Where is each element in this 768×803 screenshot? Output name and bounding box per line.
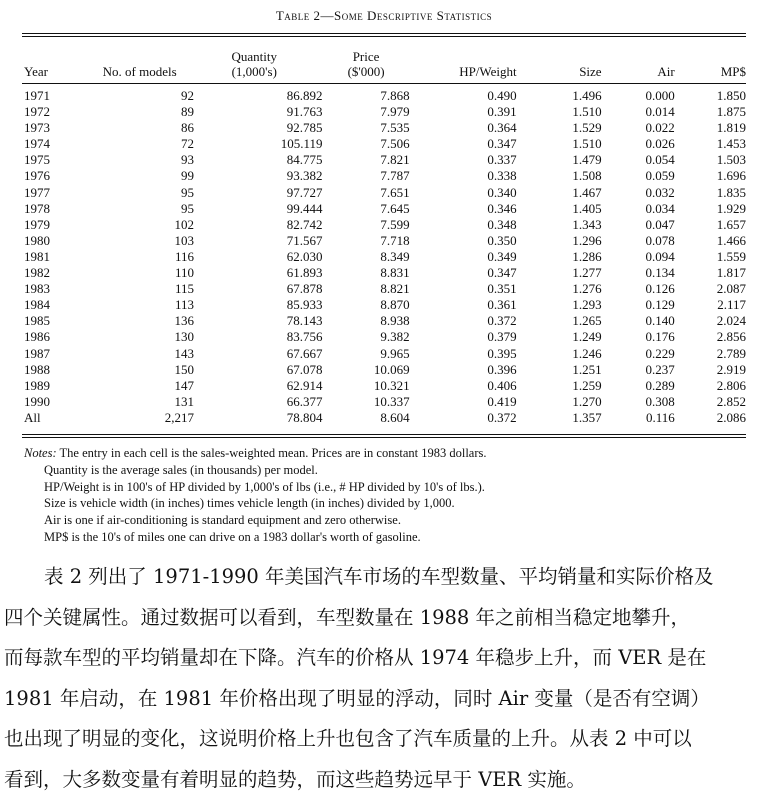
cell-air: 0.078 <box>645 232 675 248</box>
table-row <box>22 297 746 313</box>
cell-size: 1.276 <box>572 281 602 297</box>
cell-quantity: 78.804 <box>286 409 323 425</box>
cell-models: 110 <box>174 265 194 281</box>
cell-price: 7.506 <box>380 136 410 152</box>
cell-quantity: 86.892 <box>286 88 323 103</box>
cell-mpd: 1.817 <box>716 265 746 281</box>
bottom-rule-1 <box>22 434 746 435</box>
cell-mpd: 1.835 <box>716 184 746 200</box>
cell-price: 8.349 <box>380 248 410 264</box>
cell-air: 0.014 <box>645 104 675 120</box>
cell-price: 7.599 <box>380 216 410 232</box>
table-row <box>22 329 746 345</box>
cell-models: 89 <box>180 104 194 120</box>
table-title: Table 2—Some Descriptive Statistics <box>275 8 493 23</box>
cell-models: 131 <box>174 393 194 409</box>
cell-year: 1988 <box>24 361 50 377</box>
cell-size: 1.270 <box>572 393 602 409</box>
cell-quantity: 61.893 <box>286 265 323 281</box>
cell-price: 8.831 <box>380 265 410 281</box>
cell-air: 0.237 <box>645 361 675 377</box>
cell-year: 1975 <box>24 152 50 168</box>
cell-quantity: 67.878 <box>286 281 323 297</box>
cell-hp-weight: 0.379 <box>487 329 517 345</box>
cell-hp-weight: 0.396 <box>487 361 517 377</box>
cell-year: 1971 <box>24 88 50 103</box>
cell-models: 115 <box>174 281 194 297</box>
header-year: Year <box>24 64 48 79</box>
cell-hp-weight: 0.350 <box>487 232 517 248</box>
cell-models: 143 <box>174 345 194 361</box>
cell-price: 7.868 <box>380 88 410 103</box>
note-line <box>24 445 754 462</box>
note-line: Size is vehicle width (in inches) times vehicle length (in inches) divided by 1,000. <box>44 496 455 511</box>
cell-year: 1983 <box>24 281 50 297</box>
cell-air: 0.289 <box>645 377 675 393</box>
cell-quantity: 71.567 <box>286 232 323 248</box>
cell-models: 130 <box>174 329 194 345</box>
cell-air: 0.047 <box>645 216 675 232</box>
cell-models: 147 <box>174 377 194 393</box>
cell-year: 1990 <box>24 393 50 409</box>
cell-mpd: 1.466 <box>716 232 746 248</box>
cell-quantity: 93.382 <box>286 168 323 184</box>
cell-air: 0.140 <box>645 313 675 329</box>
cell-size: 1.277 <box>572 265 602 281</box>
table-row <box>22 394 746 410</box>
cell-models: 95 <box>180 184 194 200</box>
cell-quantity: 62.914 <box>286 377 323 393</box>
cell-quantity: 97.727 <box>286 184 323 200</box>
cell-hp-weight: 0.337 <box>487 152 517 168</box>
table-row <box>22 362 746 378</box>
cell-size: 1.405 <box>572 200 602 216</box>
cell-air: 0.022 <box>645 120 675 136</box>
header-hp-weight: HP/Weight <box>459 64 517 79</box>
cell-air: 0.026 <box>645 136 675 152</box>
table-row <box>22 249 746 265</box>
cell-size: 1.286 <box>572 248 602 264</box>
cell-air: 0.308 <box>645 393 675 409</box>
cell-hp-weight: 0.372 <box>487 313 517 329</box>
cell-price: 8.821 <box>380 281 410 297</box>
cell-quantity: 82.742 <box>286 216 323 232</box>
paragraph-line: 四个关键属性。通过数据可以看到，车型数量在 1988 年之前相当稳定地攀升， <box>4 605 691 629</box>
note-text: The entry in each cell is the sales-weighted mean. Prices are in constant 1983 dollars. <box>59 446 487 460</box>
cell-mpd: 1.850 <box>716 88 746 103</box>
cell-hp-weight: 0.346 <box>487 200 517 216</box>
header-quantity-bottom: (1,000's) <box>231 64 277 79</box>
cell-mpd: 1.559 <box>716 248 746 264</box>
cell-models: 99 <box>180 168 194 184</box>
table-row <box>22 185 746 201</box>
cell-mpd: 1.453 <box>716 136 746 152</box>
cell-air: 0.229 <box>645 345 675 361</box>
cell-hp-weight: 0.419 <box>487 393 517 409</box>
cell-price: 7.651 <box>380 184 410 200</box>
cell-models: 116 <box>174 248 194 264</box>
cell-quantity: 91.763 <box>286 104 323 120</box>
cell-models: 95 <box>180 200 194 216</box>
cell-price: 10.321 <box>373 377 410 393</box>
cell-quantity: 78.143 <box>286 313 323 329</box>
header-price-bottom: ($'000) <box>347 64 385 79</box>
cell-mpd: 1.819 <box>716 120 746 136</box>
header-air: Air <box>657 64 675 79</box>
cell-quantity: 67.667 <box>286 345 323 361</box>
cell-quantity: 67.078 <box>286 361 323 377</box>
bottom-rule-2 <box>22 437 746 438</box>
cell-year: 1979 <box>24 216 50 232</box>
cell-mpd: 1.696 <box>716 168 746 184</box>
cell-air: 0.116 <box>645 409 675 425</box>
note-line: MP$ is the 10's of miles one can drive on a 1983 dollar's worth of gasoline. <box>44 529 421 544</box>
cell-air: 0.034 <box>645 200 675 216</box>
cell-year: 1985 <box>24 313 50 329</box>
paragraph-line: 而每款车型的平均销量却在下降。汽车的价格从 1974 年稳步上升，而 VER 是在 <box>4 646 707 669</box>
cell-quantity: 99.444 <box>286 200 323 216</box>
cell-size: 1.343 <box>572 216 602 232</box>
cell-mpd: 2.856 <box>716 329 746 345</box>
header-price-top: Price <box>352 49 380 64</box>
paragraph-line: 1981 年启动，在 1981 年价格出现了明显的浮动，同时 Air 变量（是否有空调） <box>4 686 710 710</box>
cell-year: 1982 <box>24 265 50 281</box>
header-quantity <box>194 37 323 82</box>
cell-hp-weight: 0.351 <box>487 281 517 297</box>
cell-models: 150 <box>174 361 194 377</box>
cell-size: 1.510 <box>572 136 602 152</box>
cell-mpd: 2.086 <box>716 409 746 425</box>
cell-price: 7.821 <box>380 152 410 168</box>
cell-quantity: 92.785 <box>286 120 323 136</box>
paragraph-line: 也出现了明显的变化，这说明价格上升也包含了汽车质量的上升。从表 2 中可以 <box>4 727 692 750</box>
cell-quantity: 66.377 <box>286 393 323 409</box>
cell-size: 1.246 <box>572 345 602 361</box>
cell-mpd: 2.919 <box>716 361 746 377</box>
cell-year: 1972 <box>24 104 50 120</box>
cell-air: 0.059 <box>645 168 675 184</box>
cell-air: 0.126 <box>645 281 675 297</box>
cell-models: 92 <box>180 88 194 103</box>
cell-air: 0.129 <box>645 297 675 313</box>
notes-label: Notes: <box>24 446 57 460</box>
table-row <box>22 378 746 394</box>
cell-quantity: 85.933 <box>286 297 323 313</box>
cell-hp-weight: 0.490 <box>487 88 517 103</box>
cell-price: 7.787 <box>380 168 410 184</box>
cell-air: 0.000 <box>645 88 675 103</box>
header-quantity-top: Quantity <box>231 49 277 64</box>
header-models: No. of models <box>102 64 177 79</box>
cell-year: 1981 <box>24 248 50 264</box>
cell-mpd: 1.929 <box>716 200 746 216</box>
note-line: HP/Weight is in 100's of HP divided by 1,000's of lbs (i.e., # HP divided by 10's of lbs.). <box>44 479 485 494</box>
header-mpd: MP$ <box>720 64 746 79</box>
table-row-total <box>22 410 746 430</box>
cell-year: 1980 <box>24 232 50 248</box>
cell-air: 0.134 <box>645 265 675 281</box>
table-row <box>22 168 746 184</box>
table-row <box>22 136 746 152</box>
cell-hp-weight: 0.364 <box>487 120 517 136</box>
cell-models: 72 <box>180 136 194 152</box>
cell-hp-weight: 0.361 <box>487 297 517 313</box>
cell-hp-weight: 0.395 <box>487 345 517 361</box>
cell-year: 1974 <box>24 136 50 152</box>
header-rule <box>22 83 746 84</box>
cell-air: 0.094 <box>645 248 675 264</box>
cell-models: 103 <box>174 232 194 248</box>
table-header-row <box>22 37 746 82</box>
cell-size: 1.249 <box>572 329 602 345</box>
cell-hp-weight: 0.347 <box>487 265 517 281</box>
cell-models: 2,217 <box>164 409 194 425</box>
cell-size: 1.296 <box>572 232 602 248</box>
cell-price: 8.870 <box>380 297 410 313</box>
cell-air: 0.054 <box>645 152 675 168</box>
table-body <box>22 82 746 430</box>
cell-price: 8.938 <box>380 313 410 329</box>
statistics-table <box>22 37 746 430</box>
cell-quantity: 83.756 <box>286 329 323 345</box>
top-rule-1 <box>22 33 746 34</box>
cell-quantity: 62.030 <box>286 248 323 264</box>
table-row <box>22 233 746 249</box>
cell-size: 1.508 <box>572 168 602 184</box>
cell-year: 1977 <box>24 184 50 200</box>
cell-price: 7.535 <box>380 120 410 136</box>
header-size: Size <box>579 64 602 79</box>
cell-year: 1973 <box>24 120 50 136</box>
cell-models: 86 <box>180 120 194 136</box>
cell-year: 1987 <box>24 345 50 361</box>
cell-hp-weight: 0.347 <box>487 136 517 152</box>
cell-size: 1.259 <box>572 377 602 393</box>
cell-price: 9.965 <box>380 345 410 361</box>
cell-price: 10.337 <box>373 393 410 409</box>
cell-price: 7.979 <box>380 104 410 120</box>
cell-air: 0.032 <box>645 184 675 200</box>
cell-price: 7.718 <box>380 232 410 248</box>
chinese-paragraph <box>4 557 766 800</box>
cell-mpd: 1.875 <box>716 104 746 120</box>
cell-quantity: 105.119 <box>280 136 323 152</box>
cell-size: 1.467 <box>572 184 602 200</box>
note-line: Quantity is the average sales (in thousands) per model. <box>44 462 318 477</box>
paragraph-line: 表 2 列出了 1971-1990 年美国汽车市场的车型数量、平均销量和实际价格及 <box>44 565 714 588</box>
cell-hp-weight: 0.391 <box>487 104 517 120</box>
table-row <box>22 281 746 297</box>
table-notes <box>24 445 754 546</box>
note-line: Air is one if air-conditioning is standard equipment and zero otherwise. <box>44 513 401 528</box>
cell-hp-weight: 0.406 <box>487 377 517 393</box>
cell-mpd: 1.503 <box>716 152 746 168</box>
cell-size: 1.265 <box>572 313 602 329</box>
cell-size: 1.510 <box>572 104 602 120</box>
table-row <box>22 104 746 120</box>
cell-models: 102 <box>174 216 194 232</box>
cell-price: 8.604 <box>380 409 410 425</box>
cell-price: 7.645 <box>380 200 410 216</box>
cell-price: 10.069 <box>373 361 410 377</box>
cell-hp-weight: 0.340 <box>487 184 517 200</box>
paragraph-line: 看到，大多数变量有着明显的趋势，而这些趋势远早于 VER 实施。 <box>4 767 586 791</box>
cell-mpd: 2.024 <box>716 313 746 329</box>
cell-year: 1984 <box>24 297 50 313</box>
table-row <box>22 346 746 362</box>
cell-hp-weight: 0.348 <box>487 216 517 232</box>
cell-size: 1.479 <box>572 152 602 168</box>
cell-mpd: 2.852 <box>716 393 746 409</box>
cell-size: 1.529 <box>572 120 602 136</box>
cell-hp-weight: 0.338 <box>487 168 517 184</box>
cell-mpd: 2.806 <box>716 377 746 393</box>
cell-price: 9.382 <box>380 329 410 345</box>
cell-size: 1.357 <box>572 409 602 425</box>
cell-quantity: 84.775 <box>286 152 323 168</box>
cell-year: 1986 <box>24 329 50 345</box>
cell-air: 0.176 <box>645 329 675 345</box>
cell-year: All <box>24 409 41 425</box>
cell-mpd: 1.657 <box>716 216 746 232</box>
cell-year: 1989 <box>24 377 50 393</box>
cell-hp-weight: 0.372 <box>487 409 517 425</box>
cell-year: 1978 <box>24 200 50 216</box>
cell-models: 136 <box>174 313 194 329</box>
table-row <box>22 201 746 217</box>
table-row <box>22 217 746 233</box>
header-price <box>323 37 410 82</box>
cell-models: 113 <box>174 297 194 313</box>
cell-size: 1.251 <box>572 361 602 377</box>
table-row <box>22 152 746 168</box>
cell-size: 1.293 <box>572 297 602 313</box>
table-row <box>22 313 746 329</box>
cell-mpd: 2.789 <box>716 345 746 361</box>
cell-hp-weight: 0.349 <box>487 248 517 264</box>
cell-size: 1.496 <box>572 88 602 103</box>
cell-mpd: 2.087 <box>716 281 746 297</box>
table-row <box>22 120 746 136</box>
cell-mpd: 2.117 <box>717 297 746 313</box>
table-row <box>22 82 746 104</box>
table-row <box>22 265 746 281</box>
cell-models: 93 <box>180 152 194 168</box>
cell-year: 1976 <box>24 168 50 184</box>
